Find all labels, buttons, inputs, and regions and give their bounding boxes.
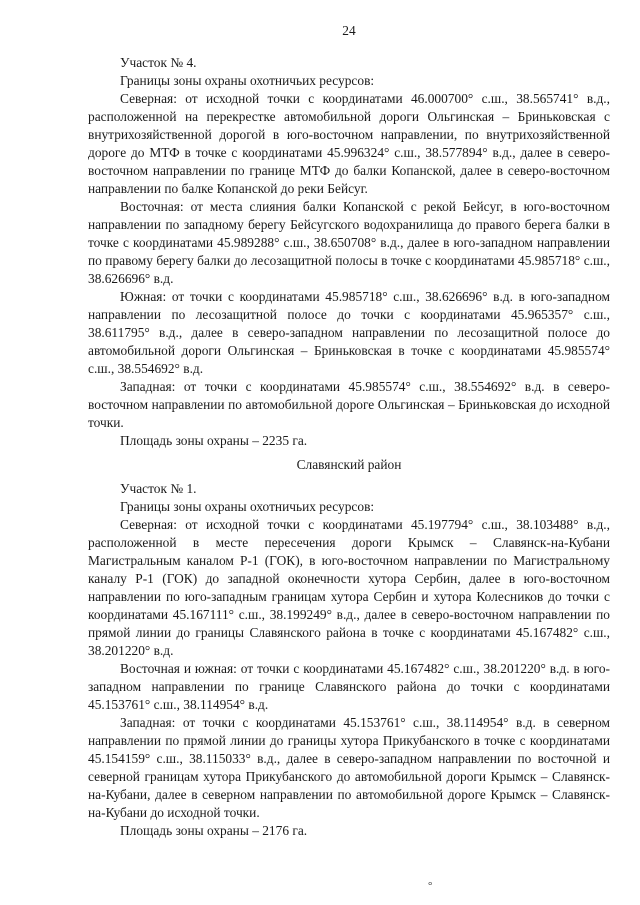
section-heading: Участок № 4. [120,55,197,70]
boundary-east-south: Восточная и южная: от точки с координатами 45.167482° с.ш., 38.201220° в.д. в юго-западном направлении по границе Славянского района до точки с координатами 45.153761° с.ш., 38.114954° в.д. [88,661,610,712]
protected-area-size: Площадь зоны охраны – 2176 га. [120,823,308,838]
section-subheading: Границы зоны охраны охотничьих ресурсов: [120,499,375,514]
region-heading: Славянский район [296,457,402,472]
section-heading: Участок № 1. [120,481,197,496]
boundary-north: Северная: от исходной точки с координатами 46.000700° с.ш., 38.565741° в.д., расположенной на перекрестке автомобильной дороги Ольгинская – Бриньковская с внутрихозяйственной дорогой в юго-восточном направлении, по внутрихозяйственной дороге до МТФ в точке с координатами 45.996324° с.ш., 38.577894° в.д., далее в северо-восточном направлении по границе МТФ до балки Копанской, далее в северо-восточном направлении по балке Копанской до реки Бейсуг. [88,91,610,196]
document-page [88,22,610,840]
boundary-west: Западная: от точки с координатами 45.153761° с.ш., 38.114954° в.д. в северном направлении по прямой линии до границы хутора Прикубанского в точке с координатами 45.154159° с.ш., 38.115033° в.д., далее в северо-западном направлении по восточной и северной границам хутора Прикубанского до автомобильной дороги Крымск – Славянск-на-Кубани, далее в северном направлении по автомобильной дороге Крымск – Славянск-на-Кубани до исходной точки. [88,715,610,820]
boundary-south: Южная: от точки с координатами 45.985718° с.ш., 38.626696° в.д. в юго-западном направлении по лесозащитной полосе до точки с координатами 45.965357° с.ш., 38.611795° в.д., далее в северо-западном направлении по лесозащитной полосе до автомобильной дороги Ольгинская – Бриньковская в точке с координатами 45.985574° с.ш., 38.554692° в.д. [88,289,610,376]
protected-area-size: Площадь зоны охраны – 2235 га. [120,433,308,448]
boundary-north: Северная: от исходной точки с координатами 45.197794° с.ш., 38.103488° в.д., расположенной в месте пересечения дороги Крымск – Славянск-на-Кубани Магистральным каналом Р-1 (ГОК), в юго-восточном направлении по Магистральному каналу Р-1 (ГОК) до западной оконечности хутора Сербин, далее в юго-восточном направлении по юго-западным границам хутора Сербин и хутора Колесников до точки с координатами 45.167111° с.ш., 38.199249° в.д., далее в северо-восточном направлении по прямой линии до границы Славянского района в точке с координатами 45.167482° с.ш., 38.201220° в.д. [88,517,610,658]
section-subheading: Границы зоны охраны охотничьих ресурсов: [120,73,375,88]
stray-mark: ° [428,880,433,892]
boundary-east: Восточная: от места слияния балки Копанской с рекой Бейсуг, в юго-восточном направлении по западному берегу Бейсугского водохранилища до правого берега балки в точке с координатами 45.989288° с.ш., 38.650708° в.д., далее в юго-западном направлении по правому берегу балки до лесозащитной полосы в точке с координатами 45.985718° с.ш., 38.626696° в.д. [88,199,610,286]
boundary-west: Западная: от точки с координатами 45.985574° с.ш., 38.554692° в.д. в северо-восточном направлении по автомобильной дороге Ольгинская – Бриньковская до исходной точки. [88,379,610,430]
section-plot-4 [88,54,610,450]
page-number: 24 [342,23,356,38]
section-plot-1 [88,480,610,840]
